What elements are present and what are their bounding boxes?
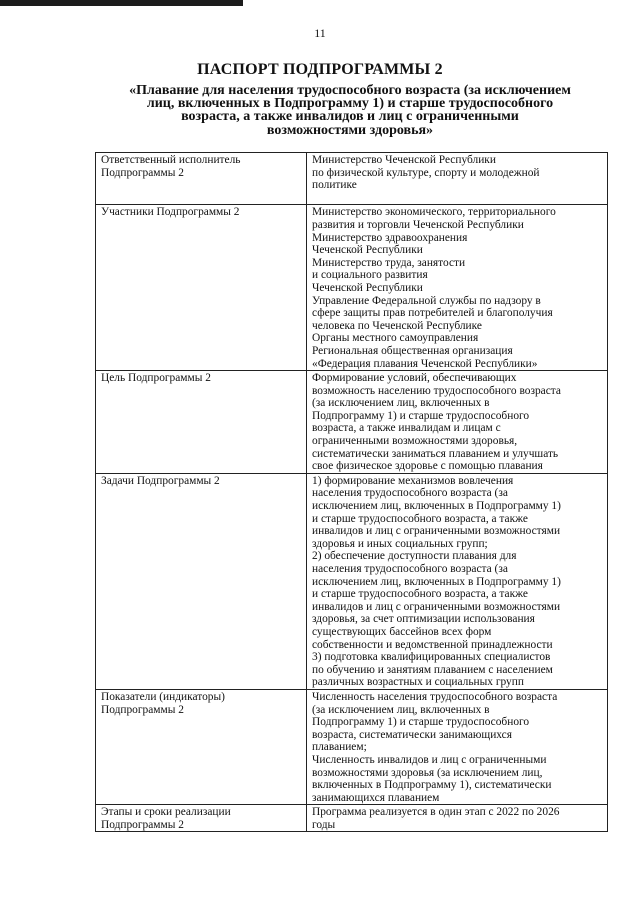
row-label-cell [96,473,307,689]
row-value-line: возможностями здоровья (за исключением лиц, [312,766,543,779]
row-value-cell [307,473,608,689]
row-value-line: 1) формирование механизмов вовлечения [312,474,514,487]
row-value-line: годы [312,818,336,831]
row-value-line: собственности и ведомственной принадлежности [312,638,553,651]
table-row [96,689,608,804]
row-value-line: и старше трудоспособного возраста, а также [312,588,528,601]
row-value-line: исключением лиц, включенных в Подпрограмму 1) [312,500,561,513]
row-label-line: Этапы и сроки реализации [101,806,231,819]
row-value-line: «Федерация плавания Чеченской Республики» [312,357,538,370]
row-value-line: по обучению и занятиям плаванием с населением [312,663,553,676]
row-value-cell [307,153,608,205]
row-value-line: плаванием; [312,741,367,754]
row-value-line: сфере защиты прав потребителей и благополучия [312,307,553,320]
row-value-line: различных возрастных и социальных групп [312,676,524,689]
row-value-cell [307,205,608,371]
row-value-line: 2) обеспечение доступности плавания для [312,550,517,563]
row-value-line: Министерство здравоохранения [312,231,468,244]
row-value-cell [307,805,608,832]
row-value-line: Министерство Чеченской Республики [312,154,496,166]
row-value-line: здоровья, за счет оптимизации использования [312,613,535,626]
row-value-line: ограниченными возможностями здоровья, [312,435,518,448]
row-value-line [312,192,604,205]
row-value-line: включенных в Подпрограмму 1), систематически [312,779,552,792]
row-value-line: существующих бассейнов всех форм [312,625,492,638]
passport-table [95,152,608,832]
row-label-line: Подпрограммы 2 [101,166,184,179]
row-value-line: возможность населению трудоспособного возраста [312,384,561,397]
row-value-line: систематически заниматься плаванием и улучшать [312,447,559,460]
page-title: ПАСПОРТ ПОДПРОГРАММЫ 2 [197,61,443,78]
row-label-line: Показатели (индикаторы) [101,690,225,703]
table-row [96,371,608,474]
row-value-line: Численность населения трудоспособного возраста [312,690,558,703]
row-label-cell [96,371,307,474]
row-label-line: Ответственный исполнитель [101,154,241,166]
row-value-line: политике [312,179,357,192]
row-value-line: 3) подготовка квалифицированных специалистов [312,651,551,664]
row-value-line: и старше трудоспособного возраста, а также [312,512,528,525]
row-value-line: Формирование условий, обеспечивающих [312,372,517,385]
row-value-line: Подпрограмму 1) и старше трудоспособного [312,716,530,729]
row-value-line: занимающихся плаванием [312,791,440,804]
table-row [96,205,608,371]
row-value-line: Органы местного самоуправления [312,332,479,345]
row-value-line: населения трудоспособного возраста (за [312,563,508,575]
scan-edge-mark [0,0,243,6]
row-value-line: Чеченской Республики [312,244,423,257]
table-row [96,473,608,689]
row-value-line: возраста, систематически занимающихся [312,728,512,741]
row-value-line: Чеченской Республики [312,281,423,294]
row-label-cell [96,205,307,371]
row-value-line: Программа реализуется в один этап с 2022 по 2026 [312,806,560,819]
subtitle-line: лиц, включенных в Подпрограмму 1) и старше трудоспособного [146,96,554,112]
table-row [96,153,608,205]
page-number: 11 [314,26,326,40]
row-value-line: здоровья и иных социальных групп; [312,537,488,550]
row-label-cell [96,805,307,832]
row-value-line: по физической культуре, спорту и молодежной [312,166,540,179]
row-label-line: Цель Подпрограммы 2 [101,372,211,385]
row-value-line: возраста, а также инвалидам и лицам с [312,422,501,435]
passport-table-body [96,153,608,832]
row-value-line: Управление Федеральной службы по надзору в [312,294,541,307]
row-label-cell [96,153,307,205]
row-value-line: Министерство труда, занятости [312,256,466,269]
page-subtitle [100,84,600,137]
row-value-line: инвалидов и лиц с ограниченными возможностями [312,525,561,538]
row-value-cell [307,371,608,474]
table-row [96,805,608,832]
row-label-line: Подпрограммы 2 [101,703,184,716]
row-value-line: Подпрограмму 1) и старше трудоспособного [312,409,530,422]
row-label-line: Подпрограммы 2 [101,818,184,831]
row-label-cell [96,689,307,804]
row-value-line: (за исключением лиц, включенных в [312,703,490,716]
row-value-line: Численность инвалидов и лиц с ограниченными [312,753,547,766]
row-value-line: человека по Чеченской Республике [312,319,482,332]
row-value-line: и социального развития [312,269,428,282]
row-value-line: развития и торговли Чеченской Республики [312,218,524,231]
row-value-line: (за исключением лиц, включенных в [312,397,490,410]
row-value-line: Региональная общественная организация [312,344,513,357]
subtitle-line: «Плавание для населения трудоспособного возраста (за исключением [129,83,571,98]
row-label-line: Задачи Подпрограммы 2 [101,474,220,487]
subtitle-line: возраста, а также инвалидов и лиц с ограниченными [181,109,519,125]
row-value-line: населения трудоспособного возраста (за [312,487,508,500]
subtitle-line: возможностями здоровья» [266,122,434,138]
row-value-line: исключением лиц, включенных в Подпрограмму 1) [312,575,561,588]
row-value-line: Министерство экономического, территориального [312,206,556,219]
row-value-cell [307,689,608,804]
row-label-line: Участники Подпрограммы 2 [101,206,240,219]
row-value-line: инвалидов и лиц с ограниченными возможностями [312,600,561,613]
row-value-line: свое физическое здоровье с помощью плавания [312,460,543,473]
